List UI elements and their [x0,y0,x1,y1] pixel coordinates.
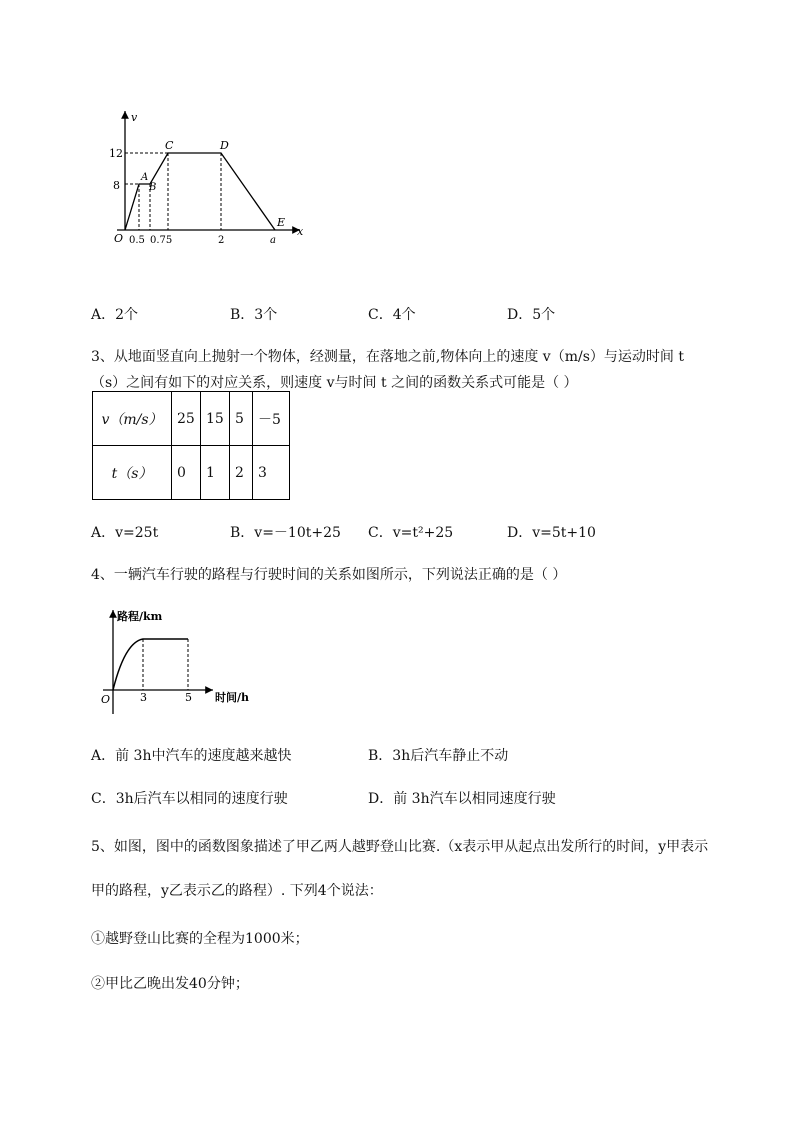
table-cell: 25 [172,392,201,446]
table-cell: 1 [201,446,230,500]
table-cell: 15 [201,392,230,446]
x-axis-label: x [297,225,304,238]
y-tick-12: 12 [109,147,123,160]
q2-option-d[interactable]: D．5个 [507,307,556,323]
point-D: D [220,139,229,152]
table-cell: 0 [172,446,201,500]
velocity-time-table [92,391,290,500]
q5-statement-1: ①越野登山比赛的全程为1000米； [91,931,309,947]
x-tick-0.5: 0.5 [129,235,145,246]
point-A: A [141,172,149,183]
x-tick-5: 5 [185,691,192,704]
x-axis-label: 时间/h [215,691,250,704]
origin-label: O [101,693,111,706]
q3-text-line1: 3、从地面竖直向上抛射一个物体，经测量，在落地之前,物体向上的速度 v（m/s）与运动时间 t [91,349,684,365]
q4-option-b[interactable]: B．3h后汽车静止不动 [368,748,509,764]
y-axis-label: v [131,111,138,124]
table-cell: 2 [230,446,253,500]
table-row [93,392,290,446]
q2-option-b[interactable]: B．3个 [230,307,278,323]
x-tick-0.75: 0.75 [150,235,173,246]
q3-option-a[interactable]: A．v=25t [91,525,159,541]
x-tick-2: 2 [218,235,225,246]
q5-statement-2: ②甲比乙晚出发40分钟； [91,976,249,992]
point-C: C [165,139,174,152]
point-B: B [149,182,157,193]
point-E: E [277,216,286,229]
velocity-curve [125,153,275,230]
q3-option-d[interactable]: D．v=5t+10 [507,525,596,541]
table-header-t: t（s） [93,446,172,500]
q5-text-line2: 甲的路程，y乙表示乙的路程）. 下列4个说法： [91,883,383,899]
q4-option-a[interactable]: A．前 3h中汽车的速度越来越快 [91,748,292,764]
distance-curve [113,639,188,690]
table-cell: －5 [253,392,290,446]
q3-text-line2: （s）之间有如下的对应关系，则速度 v与时间 t 之间的函数关系式可能是（ ） [91,375,578,391]
x-tick-3: 3 [140,691,147,704]
distance-time-graph [95,606,265,721]
q4-text: 4、一辆汽车行驶的路程与行驶时间的关系如图所示，下列说法正确的是（ ） [91,567,567,583]
origin-label: O [114,232,124,245]
q4-option-d[interactable]: D．前 3h汽车以相同速度行驶 [368,791,556,807]
velocity-graph [105,105,310,255]
table-cell: 5 [230,392,253,446]
q5-text-line1: 5、如图，图中的函数图象描述了甲乙两人越野登山比赛.（x表示甲从起点出发所行的时间，y甲表示 [91,839,709,855]
table-row [93,446,290,500]
y-tick-8: 8 [113,179,120,192]
q3-option-b[interactable]: B．v=－10t+25 [230,525,341,541]
x-tick-a: a [270,235,276,246]
q2-option-c[interactable]: C．4个 [368,307,416,323]
q4-option-c[interactable]: C．3h后汽车以相同的速度行驶 [91,791,288,807]
table-cell: 3 [253,446,290,500]
q3-option-c[interactable]: C．v=t²+25 [368,525,454,541]
y-axis-label: 路程/km [117,610,163,623]
q2-option-a[interactable]: A．2个 [91,307,139,323]
table-header-v: v（m/s） [93,392,172,446]
